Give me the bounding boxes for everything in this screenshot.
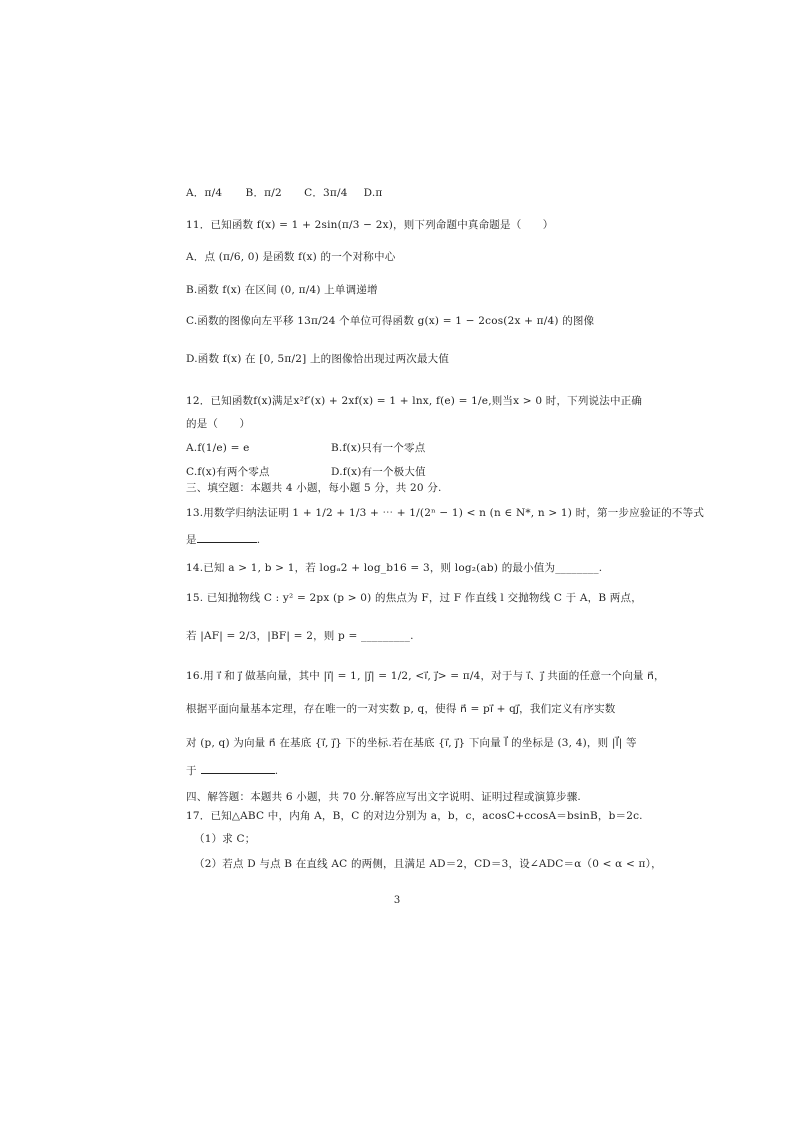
q16-line-1: 16.用 i⃗ 和 j⃗ 做基向量，其中 |i⃗| = 1, |j⃗| = 1/2, <i⃗, j⃗> = π/4，对于与 i⃗、j⃗ 共面的任意一个向量 n⃗， (186, 670, 665, 682)
q12-option-b: B.f(x)只有一个零点 (331, 442, 426, 454)
q11-option-d: D.函数 f(x) 在 [0, 5π/2] 上的图像恰出现过两次最大值 (186, 353, 450, 365)
q10-option-b: B．π/2 (245, 187, 282, 199)
q15-line-2: 若 |AF| = 2/3，|BF| = 2，则 p = _________. (186, 630, 414, 642)
q10-option-d: D.π (363, 187, 383, 199)
q13-line-1: 13.用数学归纳法证明 1 + 1/2 + 1/3 + ⋯ + 1/(2ⁿ − 1) < n (n ∈ N*, n > 1) 时，第一步应验证的不等式 (186, 507, 705, 519)
q10-option-c: C．3π/4 (304, 187, 348, 199)
q12-option-d: D.f(x)有一个极大值 (331, 466, 426, 478)
q16-prefix: 于 (186, 765, 197, 777)
q12-stem-cont: 的是（ ） (186, 418, 251, 430)
q14: 14.已知 a > 1, b > 1，若 logₐ2 + log_b16 = 3，则 log₂(ab) 的最小值为________. (186, 562, 603, 574)
q11-option-b: B.函数 f(x) 在区间 (0, π/4) 上单调递增 (186, 284, 378, 296)
q10-options (186, 184, 383, 202)
q17-part-1: （1）求 C； (194, 833, 256, 845)
section-3-heading: 三、填空题：本题共 4 小题，每小题 5 分，共 20 分. (186, 482, 442, 494)
q10-option-a: A．π/4 (186, 187, 223, 199)
q16-line-4: 于 . (186, 761, 278, 780)
q16-line-2: 根据平面向量基本定理，存在唯一的一对实数 p, q，使得 n⃗ = pi⃗ + qj⃗，我们定义有序实数 (186, 703, 616, 715)
q11-option-a: A．点 (π/6, 0) 是函数 f(x) 的一个对称中心 (186, 251, 396, 263)
q16-answer-blank (201, 761, 275, 774)
page-number: 3 (393, 895, 401, 906)
q13-prefix: 是 (186, 534, 197, 546)
section-4-heading: 四、解答题：本题共 6 小题，共 70 分.解答应写出文字说明、证明过程或演算步骤. (186, 791, 581, 803)
q11-stem: 11．已知函数 f(x) = 1 + 2sin(π/3 − 2x)，则下列命题中真命题是（ ） (186, 219, 554, 231)
q12-option-c: C.f(x)有两个零点 (186, 466, 270, 478)
q15-line-1: 15. 已知抛物线 C : y² = 2px (p > 0) 的焦点为 F，过 F 作直线 l 交抛物线 C 于 A，B 两点， (186, 592, 642, 604)
q17-stem: 17．已知△ABC 中，内角 A，B，C 的对边分别为 a，b，c，acosC+ccosA＝bsinB，b＝2c. (186, 810, 643, 822)
q13-answer-blank (197, 530, 257, 543)
q11-option-c: C.函数的图像向左平移 13π/24 个单位可得函数 g(x) = 1 − 2cos(2x + π/4) 的图像 (186, 315, 595, 327)
q17-part-2: （2）若点 D 与点 B 在直线 AC 的两侧，且满足 AD＝2，CD＝3，设∠ADC＝α（0 < α < π）， (194, 858, 662, 870)
q13-line-2: 是 . (186, 530, 260, 549)
q12-stem: 12．已知函数f(x)满足x²f′(x) + 2xf(x) = 1 + lnx, f(e) = 1/e,则当x > 0 时，下列说法中正确 (186, 395, 643, 407)
q16-line-3: 对 (p, q) 为向量 n⃗ 在基底 {i⃗, j⃗} 下的坐标.若在基底 {i⃗, j⃗} 下向量 l⃗ 的坐标是 (3, 4)，则 |l⃗| 等 (186, 737, 637, 749)
q12-option-a: A.f(1/e) = e (186, 442, 250, 454)
